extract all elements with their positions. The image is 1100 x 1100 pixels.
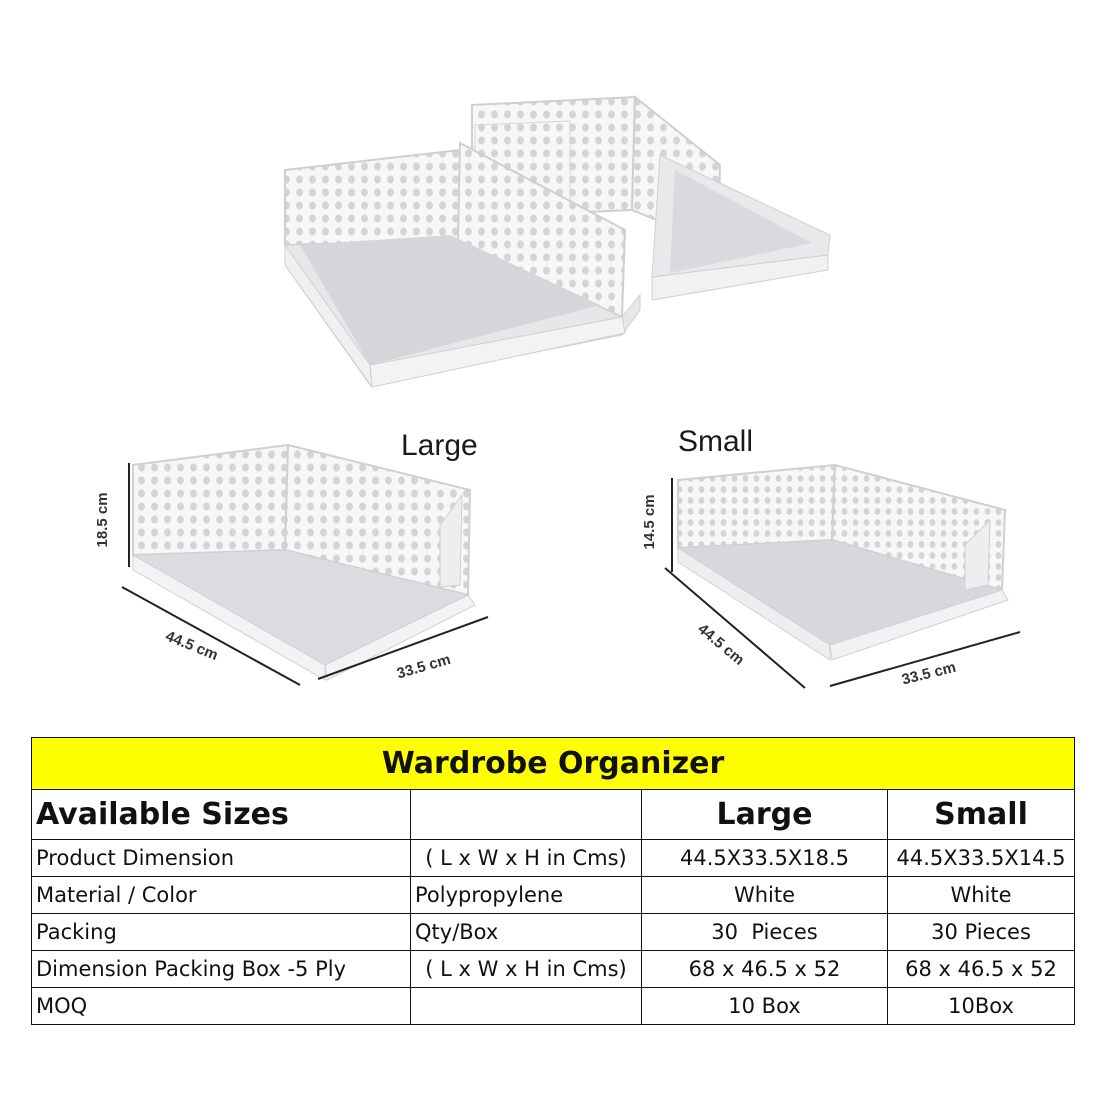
table-row [32, 988, 1075, 1025]
table-cell: 44.5X33.5X18.5 [642, 840, 888, 877]
small-organizer-diagram [630, 440, 1030, 690]
table-cell: 44.5X33.5X14.5 [888, 840, 1075, 877]
header-cell [411, 790, 642, 840]
hero-product-image [280, 95, 840, 395]
table-cell [411, 988, 642, 1025]
table-cell: 30 Pieces [888, 914, 1075, 951]
small-organizer-image [678, 465, 1008, 660]
table-cell: Product Dimension [32, 840, 411, 877]
table-cell: Packing [32, 914, 411, 951]
header-cell: Large [642, 790, 888, 840]
table-title: Wardrobe Organizer [32, 738, 1075, 790]
large-length-label: 44.5 cm [162, 627, 221, 665]
table-cell: 68 x 46.5 x 52 [888, 951, 1075, 988]
large-width-label: 33.5 cm [394, 650, 453, 683]
table-cell: 30 Pieces [642, 914, 888, 951]
large-height-label: 18.5 cm [94, 492, 111, 548]
small-length-label: 44.5 cm [694, 620, 748, 669]
large-organizer-diagram [70, 435, 510, 690]
table-cell: Material / Color [32, 877, 411, 914]
table-header-row [32, 790, 1075, 840]
header-cell: Available Sizes [32, 790, 411, 840]
table-cell: 10 Box [642, 988, 888, 1025]
table-cell: Qty/Box [411, 914, 642, 951]
table-cell: 68 x 46.5 x 52 [642, 951, 888, 988]
table-cell: White [888, 877, 1075, 914]
small-height-label: 14.5 cm [641, 494, 658, 550]
table-row [32, 914, 1075, 951]
large-title: Large [401, 429, 478, 462]
table-cell: Polypropylene [411, 877, 642, 914]
spec-table [31, 737, 1075, 1025]
table-row [32, 840, 1075, 877]
table-cell: ( L x W x H in Cms) [411, 840, 642, 877]
table-cell: Dimension Packing Box -5 Ply [32, 951, 411, 988]
table-cell: MOQ [32, 988, 411, 1025]
small-width-label: 33.5 cm [900, 658, 958, 689]
small-title: Small [678, 425, 754, 458]
table-cell: White [642, 877, 888, 914]
table-cell: ( L x W x H in Cms) [411, 951, 642, 988]
table-row [32, 951, 1075, 988]
table-row [32, 877, 1075, 914]
table-cell: 10Box [888, 988, 1075, 1025]
header-cell: Small [888, 790, 1075, 840]
